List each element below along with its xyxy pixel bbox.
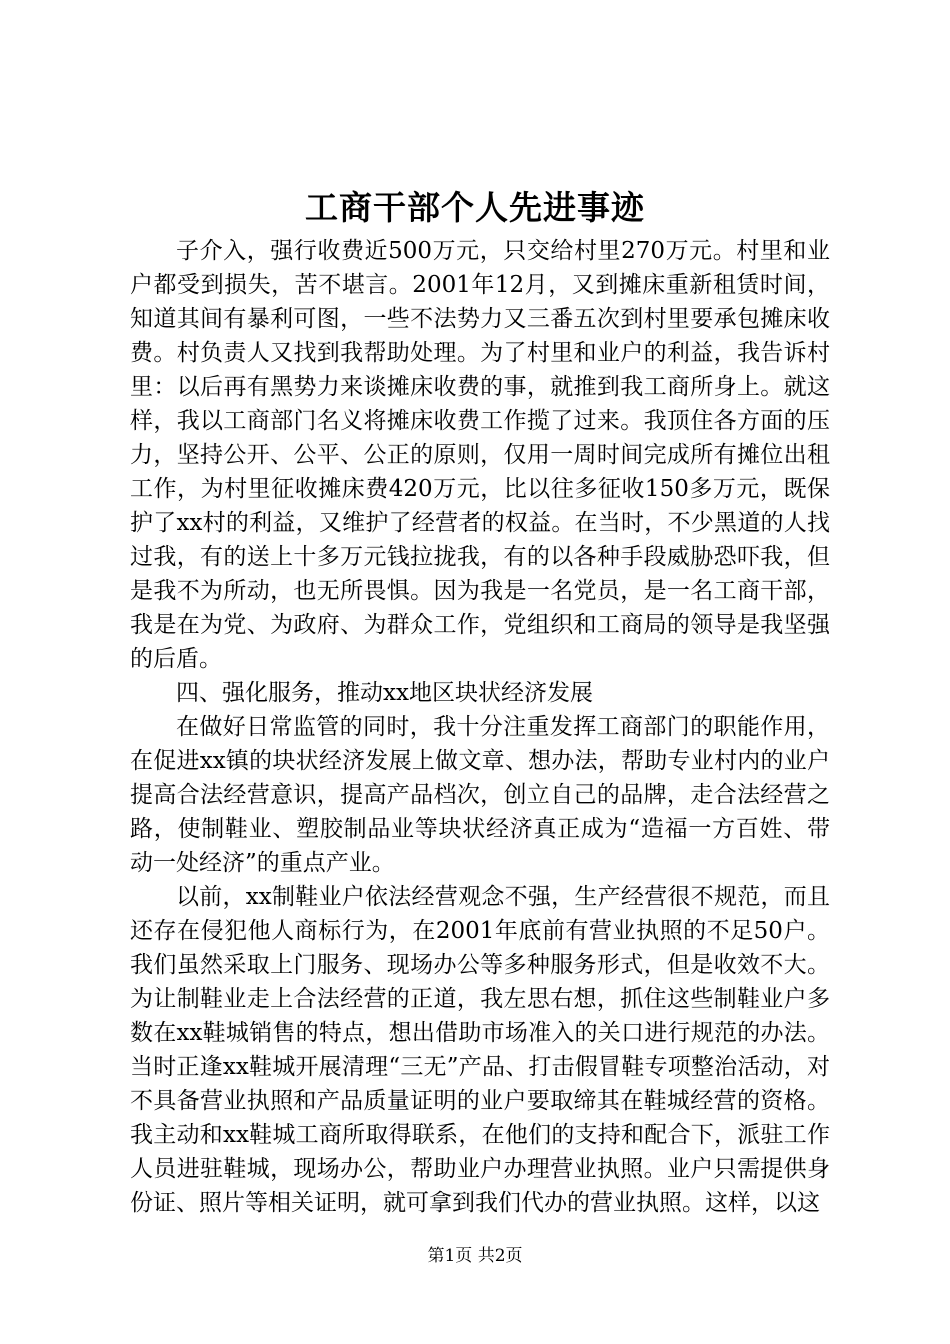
document-body	[130, 234, 830, 1220]
document-title: 工商干部个人先进事迹	[305, 188, 645, 227]
paragraph-3: 以前，xx制鞋业户依法经营观念不强，生产经营很不规范，而且还存在侵犯他人商标行为，在2001年底前有营业执照的不足50户。我们虽然采取上门服务、现场办公等多种服务形式，但是收效不大。为让制鞋业走上合法经营的正道，我左思右想，抓住这些制鞋业户多数在xx鞋城销售的特点，想出借助市场准入的关口进行规范的办法。当时正逢xx鞋城开展清理“三无”产品、打击假冒鞋专项整治活动，对不具备营业执照和产品质量证明的业户要取缔其在鞋城经营的资格。我主动和xx鞋城工商所取得联系，在他们的支持和配合下，派驻工作人员进驻鞋城，现场办公，帮助业户办理营业执照。业户只需提供身份证、照片等相关证明，就可拿到我们代办的营业执照。这样，以这	[130, 884, 830, 1216]
paragraph-2: 在做好日常监管的同时，我十分注重发挥工商部门的职能作用，在促进xx镇的块状经济发展上做文章、想办法，帮助专业村内的业户提高合法经营意识，提高产品档次，创立自己的品牌，走合法经营之路，使制鞋业、塑胶制品业等块状经济真正成为“造福一方百姓、带动一处经济”的重点产业。	[130, 714, 830, 876]
section-heading: 四、强化服务，推动xx地区块状经济发展	[176, 680, 593, 706]
page-number: 第1页 共2页	[427, 1246, 523, 1266]
paragraph-1: 子介入，强行收费近500万元，只交给村里270万元。村里和业户都受到损失，苦不堪言。2001年12月，又到摊床重新租赁时间，知道其间有暴利可图，一些不法势力又三番五次到村里要承包摊床收费。村负责人又找到我帮助处理。为了村里和业户的利益，我告诉村里：以后再有黑势力来谈摊床收费的事，就推到我工商所身上。就这样，我以工商部门名义将摊床收费工作揽了过来。我顶住各方面的压力，坚持公开、公平、公正的原则，仅用一周时间完成所有摊位出租工作，为村里征收摊床费420万元，比以往多征收150多万元，既保护了xx村的利益，又维护了经营者的权益。在当时，不少黑道的人找过我，有的送上十多万元钱拉拢我，有的以各种手段威胁恐吓我，但是我不为所动，也无所畏惧。因为我是一名党员，是一名工商干部，我是在为党、为政府、为群众工作，党组织和工商局的领导是我坚强的后盾。	[130, 238, 830, 672]
